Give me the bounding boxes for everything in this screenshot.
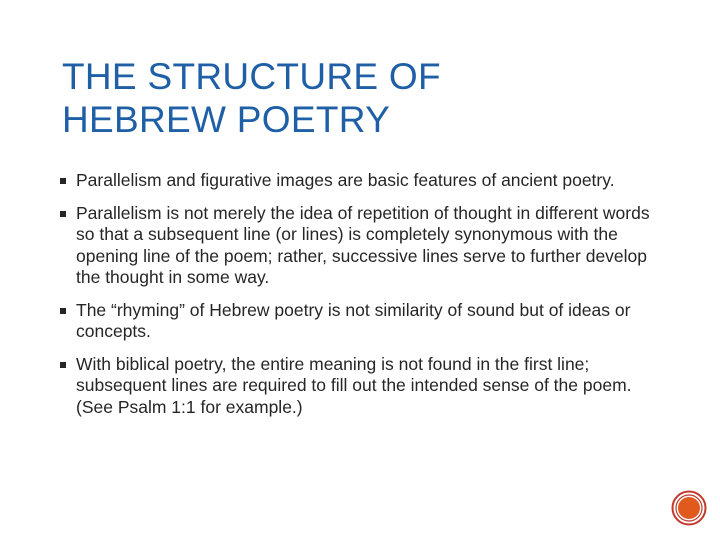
circle-record-icon	[671, 490, 707, 526]
slide-title	[62, 55, 662, 141]
bullet-text-1: Parallelism and figurative images are basic features of ancient poetry.	[76, 170, 615, 190]
square-bullet-icon	[60, 211, 66, 217]
square-bullet-icon	[60, 178, 66, 184]
slide-title-line-2: HEBREW POETRY	[62, 99, 391, 140]
square-bullet-icon	[60, 308, 66, 314]
bullet-text-4: With biblical poetry, the entire meaning is not found in the first line; subsequent lines are required to fill out the intended sense of the poem. (See Psalm 1:1 for example.)	[76, 353, 632, 417]
slide-nav-button[interactable]	[671, 490, 707, 526]
bullet-list	[60, 170, 670, 429]
bullet-item-1	[60, 170, 670, 192]
bullet-text-3: The “rhyming” of Hebrew poetry is not similarity of sound but of ideas or concepts.	[76, 299, 631, 341]
slide-title-line-1: THE STRUCTURE OF	[62, 56, 441, 97]
bullet-item-3	[60, 300, 670, 343]
bullet-text-2: Parallelism is not merely the idea of repetition of thought in different words so that a subsequent line (or lines) is completely synonymous with the opening line of the poem; rather, successive lines serve to further develop the thought in some way.	[76, 202, 650, 287]
square-bullet-icon	[60, 362, 66, 368]
bullet-item-4	[60, 354, 670, 419]
bullet-item-2	[60, 203, 670, 289]
